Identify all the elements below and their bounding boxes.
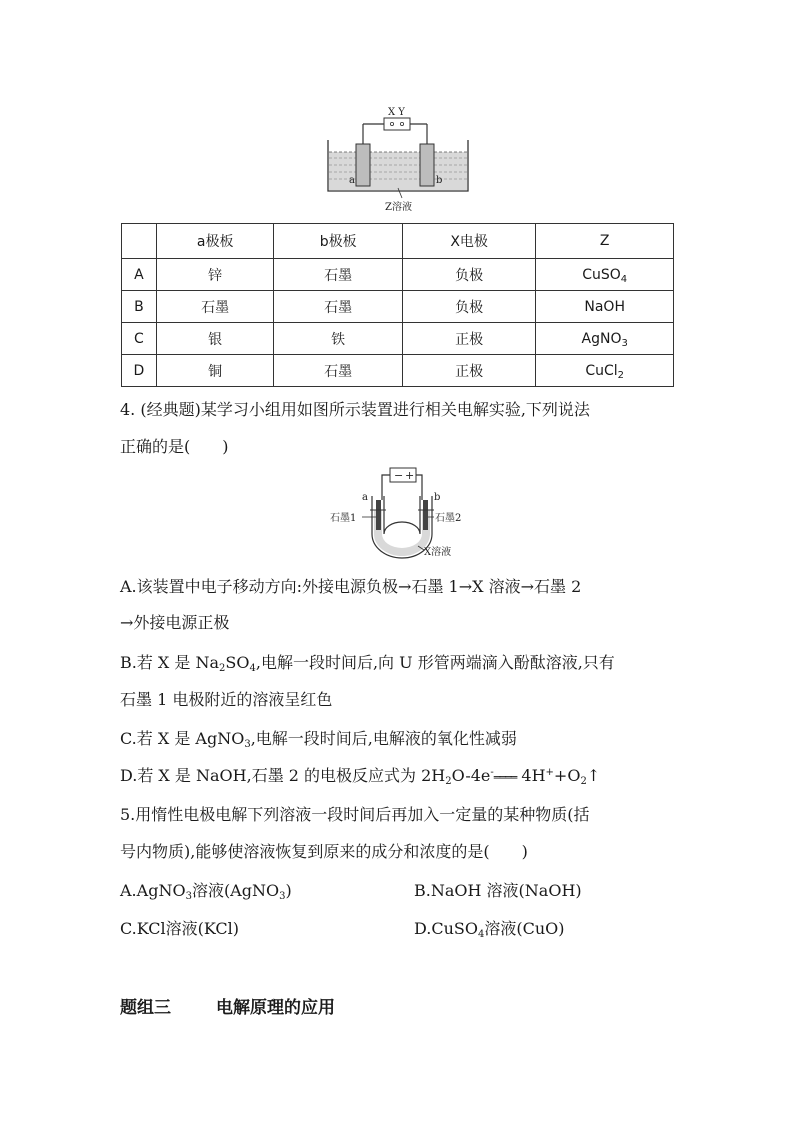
up-arrow-icon: ↑	[586, 766, 601, 785]
q4-option-d: D.若 X 是 NaOH,石墨 2 的电极反应式为 $2H_2O-4e^-════$ $4H^++O_2↑$	[120, 766, 601, 787]
power-minus: −	[394, 469, 404, 482]
x-solution	[374, 510, 430, 556]
label-a: a	[349, 175, 355, 186]
label-b: b	[436, 175, 443, 186]
options-table	[121, 223, 674, 387]
cell-z: CuSO$_4$	[536, 259, 674, 291]
electrolysis-cell-figure	[318, 102, 478, 214]
row-key: B	[122, 291, 157, 323]
cell-x-electrode: 负极	[402, 259, 535, 291]
cell-b-plate: 石墨	[274, 291, 402, 323]
u-tube-inner	[384, 496, 420, 534]
q4-option-b-line1: B.若 X 是 $Na_2SO_4$,电解一段时间后,向 U 形管两端滴入酚酞溶液,只有	[120, 653, 615, 674]
q4-option-b-line2: 石墨 1 电极附近的溶液呈红色	[120, 690, 333, 709]
q5-option-d: D.CuSO$_4$溶液(CuO)	[414, 919, 565, 940]
table-header-cell	[122, 224, 157, 259]
section-title: 电解原理的应用	[216, 998, 335, 1018]
table-header-cell: b极板	[274, 224, 402, 259]
q5-option-c: C.KCl溶液(KCl)	[120, 919, 240, 938]
q4-option-a-line2: →外接电源正极	[120, 613, 230, 632]
label-z-solution: Z溶液	[385, 202, 412, 213]
graphite-2	[423, 500, 428, 530]
table-header-row	[122, 224, 674, 259]
cell-a-plate: 铜	[156, 355, 274, 387]
row-key: C	[122, 323, 157, 355]
q4-stem-line2: 正确的是( )	[120, 437, 229, 456]
cell-a-plate: 银	[156, 323, 274, 355]
power-plus: +	[405, 469, 415, 482]
cell-x-electrode: 负极	[402, 291, 535, 323]
cell-z: CuCl$_2$	[536, 355, 674, 387]
q4-option-c: C.若 X 是 AgNO$_3$,电解一段时间后,电解液的氧化性减弱	[120, 729, 517, 750]
label-graphite-1: 石墨1	[330, 513, 357, 524]
table-row	[122, 291, 674, 323]
electrode-b	[420, 144, 434, 186]
u-tube-figure	[326, 462, 474, 562]
equals-sign: ════	[493, 771, 517, 784]
q4-option-a-line1: A.该装置中电子移动方向:外接电源负极→石墨 1→X 溶液→石墨 2	[120, 577, 582, 596]
q5-stem-line1: 5.用惰性电极电解下列溶液一段时间后再加入一定量的某种物质(括	[120, 805, 590, 824]
label-b: b	[434, 492, 441, 503]
cell-b-plate: 铁	[274, 323, 402, 355]
row-key: A	[122, 259, 157, 291]
label-a: a	[362, 492, 368, 503]
electrode-a	[356, 144, 370, 186]
label-xy: X Y	[388, 107, 405, 118]
meter-box	[384, 118, 410, 130]
cell-b-plate: 石墨	[274, 259, 402, 291]
q5-stem-line2: 号内物质),能够使溶液恢复到原来的成分和浓度的是( )	[120, 842, 528, 861]
table-header-cell: X电极	[402, 224, 535, 259]
q5-option-b: B.NaOH 溶液(NaOH)	[414, 881, 582, 900]
cell-x-electrode: 正极	[402, 323, 535, 355]
table-header-cell: Z	[536, 224, 674, 259]
q5-option-a: A.AgNO$_3$溶液(AgNO$_3$)	[120, 881, 292, 902]
table-row	[122, 355, 674, 387]
q4-stem-line1: 4. (经典题)某学习小组用如图所示装置进行相关电解实验,下列说法	[120, 400, 590, 419]
graphite-1	[376, 500, 381, 530]
label-graphite-2: 石墨2	[435, 513, 462, 524]
cell-x-electrode: 正极	[402, 355, 535, 387]
cell-a-plate: 锌	[156, 259, 274, 291]
row-key: D	[122, 355, 157, 387]
cell-a-plate: 石墨	[156, 291, 274, 323]
table-row	[122, 259, 674, 291]
section-group-label: 题组三	[120, 998, 171, 1018]
table-header-cell: a极板	[156, 224, 274, 259]
table-row	[122, 323, 674, 355]
cell-z: AgNO$_3$	[536, 323, 674, 355]
cell-z: NaOH	[536, 291, 674, 323]
label-x-solution: X溶液	[424, 547, 452, 558]
cell-b-plate: 石墨	[274, 355, 402, 387]
